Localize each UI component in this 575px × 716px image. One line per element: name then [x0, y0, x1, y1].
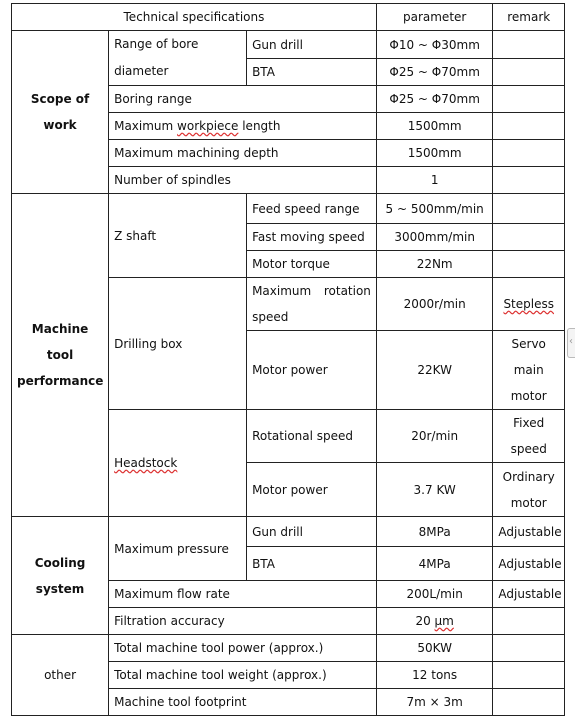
max-pressure-label: Maximum pressure [109, 517, 247, 581]
cooling-gun-drill-label: Gun drill [247, 517, 377, 547]
motor-power-remark: Servo main motor [493, 331, 565, 410]
max-length-workpiece: workpiece [177, 119, 239, 133]
bore-label-line2: diameter [114, 64, 169, 78]
max-depth-label: Maximum machining depth [109, 140, 377, 167]
max-length-label [109, 113, 377, 140]
filtration-value [376, 608, 493, 635]
max-rotation-line1: Maximum rotation [252, 284, 371, 298]
remark-cell [493, 140, 565, 167]
motor-power-value: 22KW [376, 331, 493, 410]
filtration-label: Filtration accuracy [109, 608, 377, 635]
group-cooling-line2: system [35, 581, 85, 596]
gun-drill-value: Φ10 ~ Φ30mm [376, 31, 493, 59]
filtration-unit: μm [434, 614, 454, 628]
group-cooling-line1: Cooling [34, 555, 86, 570]
cooling-bta-label: BTA [247, 547, 377, 581]
remark-cell [493, 608, 565, 635]
remark-cell [493, 194, 565, 224]
boring-range-label: Boring range [109, 86, 377, 113]
feed-value: 5 ~ 500mm/min [376, 194, 493, 224]
table-row [12, 31, 565, 59]
rotational-speed-label: Rotational speed [247, 410, 377, 463]
rotational-speed-value: 20r/min [376, 410, 493, 463]
max-rotation-value: 2000r/min [376, 278, 493, 331]
bta-label: BTA [247, 59, 377, 86]
header-remark: remark [493, 4, 565, 31]
torque-value: 22Nm [376, 251, 493, 278]
total-weight-value: 12 tons [376, 662, 493, 689]
remark-cell [493, 251, 565, 278]
table-row [12, 194, 565, 224]
fast-value: 3000mm/min [376, 224, 493, 251]
total-weight-label: Total machine tool weight (approx.) [109, 662, 377, 689]
rotational-speed-remark: Fixed speed [493, 410, 565, 463]
cooling-gun-drill-remark: Adjustable [493, 517, 565, 547]
max-length-part: length [238, 119, 281, 133]
bore-label-line1: Range of bore [114, 37, 199, 51]
max-rotation-label [247, 278, 377, 331]
filtration-number: 20 [415, 614, 435, 628]
header-param: parameter [376, 4, 493, 31]
headstock-motor-remark: Ordinary motor [493, 463, 565, 517]
group-scope: Scope of work [12, 31, 109, 194]
remark-cell [493, 167, 565, 194]
footprint-label: Machine tool footprint [109, 689, 377, 716]
max-rotation-line2: speed [252, 310, 289, 324]
remark-cell [493, 31, 565, 59]
max-length-part: Maximum [114, 119, 178, 133]
header-spec: Technical specifications [12, 4, 377, 31]
remark-cell [493, 59, 565, 86]
group-performance [12, 194, 109, 517]
group-cooling [12, 517, 109, 635]
remark-cell [493, 86, 565, 113]
remark-cell [493, 635, 565, 662]
remark-cell [493, 113, 565, 140]
remark-cell [493, 662, 565, 689]
cooling-gun-drill-value: 8MPa [376, 517, 493, 547]
remark-cell [493, 224, 565, 251]
max-rotation-remark [493, 278, 565, 331]
bore-range-label [109, 31, 247, 86]
group-other: other [12, 635, 109, 716]
spindles-value: 1 [376, 167, 493, 194]
headstock-text: Headstock [114, 456, 178, 470]
flow-value: 200L/min [376, 581, 493, 608]
flow-remark: Adjustable [493, 581, 565, 608]
boring-range-value: Φ25 ~ Φ70mm [376, 86, 493, 113]
z-shaft-label: Z shaft [109, 194, 247, 278]
drilling-box-label: Drilling box [109, 278, 247, 410]
motor-power-label: Motor power [247, 331, 377, 410]
fast-label: Fast moving speed [247, 224, 377, 251]
cooling-bta-remark: Adjustable [493, 547, 565, 581]
table-row [12, 517, 565, 547]
torque-label: Motor torque [247, 251, 377, 278]
spec-table [11, 3, 565, 716]
headstock-label [109, 410, 247, 517]
gun-drill-label: Gun drill [247, 31, 377, 59]
total-power-value: 50KW [376, 635, 493, 662]
group-performance-line1: Machine tool [31, 322, 89, 362]
total-power-label: Total machine tool power (approx.) [109, 635, 377, 662]
group-performance-line2: performance [17, 374, 104, 388]
bta-value: Φ25 ~ Φ70mm [376, 59, 493, 86]
table-row [12, 635, 565, 662]
max-depth-value: 1500mm [376, 140, 493, 167]
headstock-motor-label: Motor power [247, 463, 377, 517]
remark-cell [493, 689, 565, 716]
footprint-value: 7m × 3m [376, 689, 493, 716]
spindles-label: Number of spindles [109, 167, 377, 194]
stepless-text: Stepless [503, 297, 554, 311]
cooling-bta-value: 4MPa [376, 547, 493, 581]
headstock-motor-value: 3.7 KW [376, 463, 493, 517]
chevron-left-icon: ‹ [569, 336, 573, 347]
feed-label: Feed speed range [247, 194, 377, 224]
header-row [12, 4, 565, 31]
side-collapse-handle[interactable] [567, 328, 575, 358]
flow-label: Maximum flow rate [109, 581, 377, 608]
max-length-value: 1500mm [376, 113, 493, 140]
